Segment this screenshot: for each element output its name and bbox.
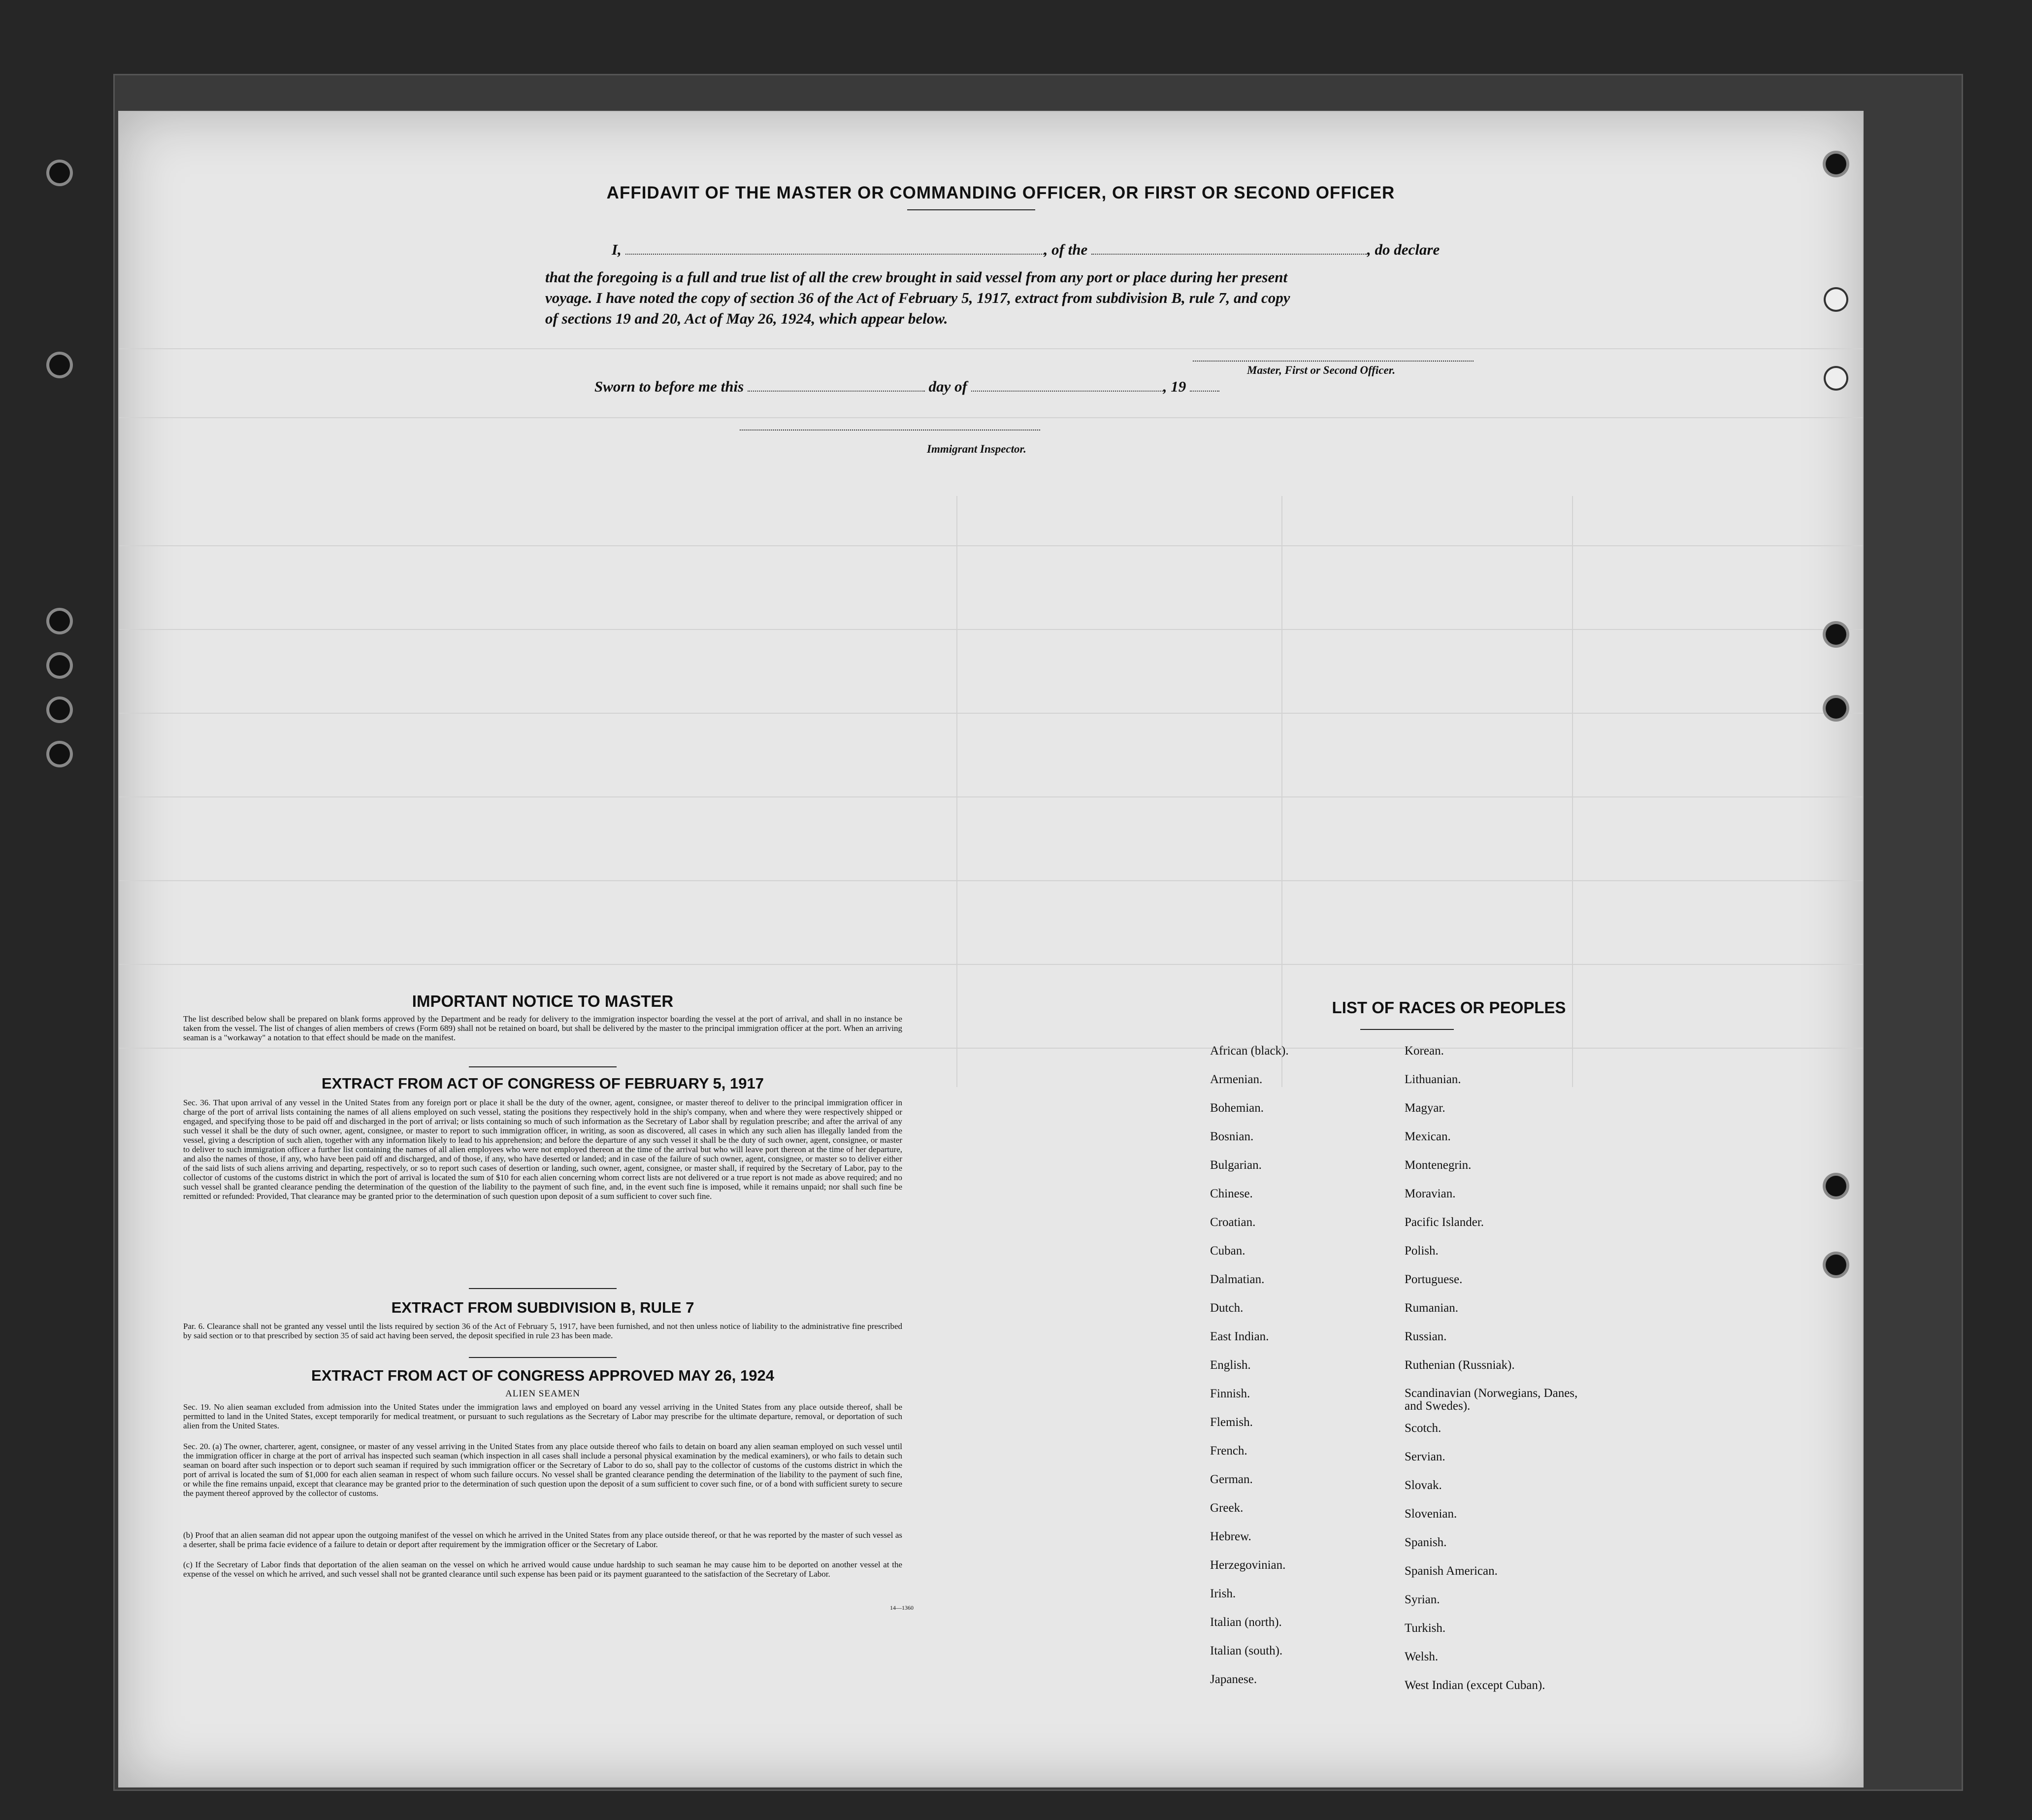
binder-hole [49,655,70,676]
i-label: I, [612,241,622,258]
race-item: Welsh. [1405,1650,1439,1663]
race-item: West Indian (except Cuban). [1405,1679,1545,1692]
divider [469,1066,617,1067]
binder-hole [49,611,70,631]
sworn-year-field[interactable] [1190,391,1219,392]
binder-hole [1826,368,1846,389]
sec20c-text: (c) If the Secretary of Labor finds that deportation of the alien seaman on the vessel on which he arrived would cause undue hardship to such seaman he may cause him to be deported on another vessel at the expense of the vessel on which he arrived, and such vessel shall not be granted clearance until such expense has been paid or its payment guaranteed to the satisfaction of the Secretary of Labor. [183,1560,902,1579]
affidavit-title: AFFIDAVIT OF THE MASTER OR COMMANDING OFFICER, OR FIRST OR SECOND OFFICER [606,183,1395,202]
binder-hole [49,699,70,720]
affidavit-text-line-3: of sections 19 and 20, Act of May 26, 1924, which appear below. [545,310,948,327]
race-item: Greek. [1210,1501,1244,1515]
extract-1917-title: EXTRACT FROM ACT OF CONGRESS OF FEBRUARY 5, 1917 [322,1075,764,1092]
bleed-through-line [119,713,1863,714]
divider [1360,1029,1454,1030]
sec19-text: Sec. 19. No alien seaman excluded from admission into the United States under the immigration laws and employed on board any vessel arriving in the United States from any place outside thereof, shall be permitted to land in the United States, except temporarily for medical treatment, or pursuant to such regulations as the Secretary of Labor may prescribe for the ultimate departure, removal, or deportation of such alien from the United States. [183,1402,902,1430]
race-item: Spanish American. [1405,1564,1498,1578]
binder-hole [1826,1255,1846,1275]
bleed-through-line [119,348,1863,349]
race-item: Irish. [1210,1587,1236,1600]
master-signature-label: Master, First or Second Officer. [1247,364,1396,376]
race-item: Turkish. [1405,1621,1446,1635]
binder-hole [1826,154,1846,174]
extract-1917-text: Sec. 36. That upon arrival of any vessel in the United States from any foreign port or place it shall be the duty of the owner, agent, consignee, or master thereof to deliver to the principal immigration officer in charge of the port of arrival lists containing the names of all aliens employed on such vessel, stating the positions they respectively hold in the ship's company, when and where they were respectively shipped or engaged, and specifying those to be paid off and discharged in the port of arrival; or lists containing so much of such information as the Secretary of Labor shall by regulation prescribe; and after the arrival of any such vessel it shall be the duty of such owner, agent, consignee, or master to report to such immigration officer, in writing, as soon as discovered, all cases in which any such alien has illegally landed from the vessel, giving a description of such alien, together with any information likely to lead to his apprehension; and before the departure of any such vessel it shall be the duty of such owner, agent, consignee, or master to deliver to such immigration officer a further list containing the names of all alien employees who were not employed thereon at the time of the arrival but who will leave port thereon at the time of her departure, and also the names of those, if any, who have been paid off and discharged, and of those, if any, who have deserted or landed; and in case of the failure of such owner, agent, consignee, or master so to deliver either of the said lists of such aliens arriving and departing, respectively, or so to report such cases of desertion or landing, such owner, agent, consignee, or master shall, if required by the Secretary of Labor, pay to the collector of customs of the customs district in which the port of arrival is located the sum of $10 for each alien concerning whom correct lists are not delivered or a true report is not made as above required; and no such vessel shall be granted clearance pending the determination of the question of the liability to the payment of such fine, and, in the event such fine is imposed, while it remains unpaid; nor shall such fine be remitted or refunded: Provided, That clearance may be granted prior to the determination of such question upon deposit of a sum sufficient to cover such fine. [183,1098,902,1201]
races-right-column [1405,1044,1799,1692]
race-item: Spanish. [1405,1536,1447,1549]
race-item: Lithuanian. [1405,1073,1461,1086]
year-label: , 19 [1163,378,1186,395]
race-item: Flemish. [1210,1416,1253,1429]
sec20b-text: (b) Proof that an alien seaman did not appear upon the outgoing manifest of the vessel on which he arrived in the United States from any place outside thereof, or that he was reported by the master of such vessel as a deserter, shall be prima facie evidence of a failure to detain or deport after requirement by the immigration officer or the Secretary of Labor. [183,1530,902,1549]
bleed-through-line [119,417,1863,418]
race-item: Ruthenian (Russniak). [1405,1358,1515,1372]
race-item: Syrian. [1405,1593,1440,1606]
sworn-line [594,378,1382,396]
race-item: Montenegrin. [1405,1158,1472,1172]
race-item: Polish. [1405,1244,1439,1257]
race-item: German. [1210,1473,1253,1486]
race-item: African (black). [1210,1044,1289,1058]
divider [469,1288,617,1289]
race-item: Servian. [1405,1450,1445,1463]
race-item: Cuban. [1210,1244,1245,1257]
binder-hole [49,163,70,183]
rule7-text: Par. 6. Clearance shall not be granted any vessel until the lists required by section 36 of the Act of February 5, 1917, have been furnished, and not then unless notice of liability to the administrative fine prescribed by said section or to that prescribed by section 35 of said act having been served, the deposit specified in rule 23 has been made. [183,1322,902,1340]
bleed-through-line [119,796,1863,797]
affidavit-declaration-line [612,241,1636,259]
binder-hole [49,355,70,375]
race-item: Mexican. [1405,1130,1451,1143]
race-item: Italian (north). [1210,1616,1282,1629]
sec20a-text: Sec. 20. (a) The owner, charterer, agent, consignee, or master of any vessel arriving in the United States from any place outside thereof who fails to detain on board any alien seaman employed on such vessel until the immigration officer in charge at the port of arrival has inspected such seaman (which inspection in all cases shall include a personal physical examination by the medical examiners), or who fails to detain such seaman on board after such inspection or to deport such seaman if required by such immigration officer or the Secretary of Labor to do so, shall pay to the collector of customs of the customs district in which the port of arrival is located the sum of $1,000 for each alien seaman in respect of whom such failure occurs. No vessel shall be granted clearance pending the determination of the liability to the payment of such fine, or while the fine remains unpaid, except that clearance may be granted prior to the determination of such question upon the deposit of a sum sufficient to cover such fine, or of a bond with sufficient surety to secure the payment thereof approved by the collector of customs. [183,1442,902,1498]
race-item: Moravian. [1405,1187,1456,1200]
race-item: Dutch. [1210,1301,1244,1315]
master-signature-line[interactable] [1193,361,1474,362]
notice-text: The list described below shall be prepared on blank forms approved by the Department and be ready for delivery to the immigration inspector boarding the vessel at the port of arrival, and shall in no instance be taken from the vessel. The list of changes of alien members of crews (Form 689) shall not be retained on board, but shall be delivered by the master to the principal immigration officer at the port. When an arriving seaman is a "workaway" a notation to that effect should be made on the manifest. [183,1014,902,1042]
inspector-signature-label: Immigrant Inspector. [927,443,1026,455]
race-item: Finnish. [1210,1387,1250,1400]
name-field[interactable] [625,254,1044,255]
sworn-month-field[interactable] [971,391,1163,392]
vessel-field[interactable] [1091,254,1367,255]
race-item: Bohemian. [1210,1101,1264,1115]
extract-1924-title: EXTRACT FROM ACT OF CONGRESS APPROVED MAY 26, 1924 [311,1367,774,1384]
race-item: East Indian. [1210,1330,1269,1343]
affidavit-text-line-1: that the foregoing is a full and true list of all the crew brought in said vessel from any port or place during her present [545,268,1288,286]
race-item: Scandinavian (Norwegians, Danes, and Swedes). [1405,1387,1578,1413]
title-underline [907,209,1035,210]
binder-hole [1826,289,1846,310]
day-of-label: day of [928,378,967,395]
binder-hole [1826,1176,1846,1196]
of-the-label: , of the [1044,241,1088,258]
bleed-through-line [119,880,1863,881]
race-item: Croatian. [1210,1216,1256,1229]
race-item: Armenian. [1210,1073,1263,1086]
race-item: Magyar. [1405,1101,1445,1115]
race-item: Russian. [1405,1330,1447,1343]
sworn-label: Sworn to before me this [594,378,744,395]
race-item: Dalmatian. [1210,1273,1265,1286]
race-item: Portuguese. [1405,1273,1463,1286]
rule7-title: EXTRACT FROM SUBDIVISION B, RULE 7 [391,1299,694,1316]
bleed-through-line [119,964,1863,965]
do-declare-label: , do declare [1367,241,1440,258]
race-item: Slovenian. [1405,1507,1457,1521]
bleed-through-line [119,629,1863,630]
bleed-through-line [956,496,957,1087]
document-page [118,111,1864,1787]
race-item: Italian (south). [1210,1644,1283,1657]
race-item: Scotch. [1405,1422,1442,1435]
race-item: Chinese. [1210,1187,1253,1200]
affidavit-text-line-2: voyage. I have noted the copy of section 36 of the Act of February 5, 1917, extract from subdivision B, rule 7, and copy [545,289,1290,306]
binder-hole [1826,624,1846,645]
race-item: Korean. [1405,1044,1444,1058]
form-number: 14—1360 [890,1604,914,1611]
divider [469,1357,617,1358]
race-item: Bulgarian. [1210,1158,1262,1172]
race-item: Herzegovinian. [1210,1558,1286,1572]
race-item: Bosnian. [1210,1130,1254,1143]
race-item: English. [1210,1358,1251,1372]
race-item: French. [1210,1444,1247,1457]
race-item: Pacific Islander. [1405,1216,1484,1229]
race-item: Slovak. [1405,1479,1442,1492]
race-item: Rumanian. [1405,1301,1459,1315]
notice-title: IMPORTANT NOTICE TO MASTER [412,992,674,1010]
sworn-day-field[interactable] [748,391,925,392]
binder-hole [1826,698,1846,719]
bleed-through-line [119,545,1863,546]
extract-1924-subtitle: ALIEN SEAMEN [505,1389,580,1399]
binder-hole [49,744,70,764]
races-title: LIST OF RACES OR PEOPLES [1332,998,1566,1017]
race-item: Japanese. [1210,1673,1257,1686]
race-item: Hebrew. [1210,1530,1251,1543]
